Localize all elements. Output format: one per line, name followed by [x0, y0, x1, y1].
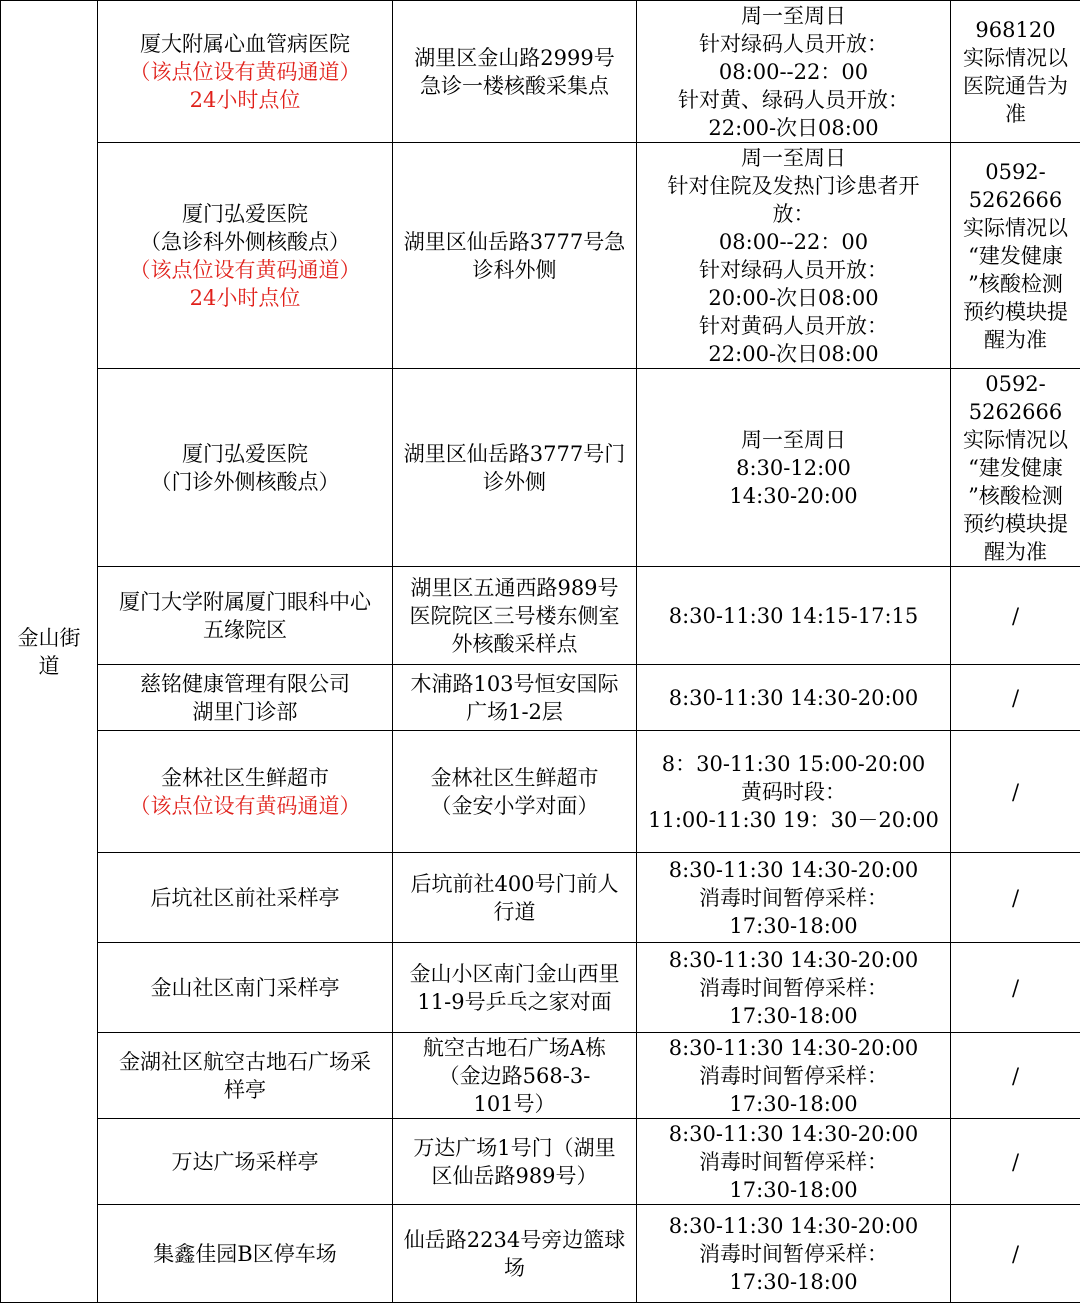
- site-address-line: 万达广场1号门（湖里: [413, 1135, 616, 1160]
- site-name-line: 厦门弘爱医院: [182, 201, 308, 226]
- opening-hours-line: 8:30-11:30 14:30-20:00: [668, 1213, 919, 1238]
- site-name-line: 慈铭健康管理有限公司: [140, 671, 350, 696]
- contact-info-cell: [951, 369, 1080, 567]
- opening-hours-line: 针对黄、绿码人员开放：: [678, 87, 909, 112]
- contact-info-line: /: [1011, 1149, 1020, 1174]
- table-body: [1, 1, 1080, 1303]
- site-address-line: 急诊一楼核酸采集点: [420, 73, 609, 98]
- opening-hours-cell: [637, 143, 951, 369]
- contact-info-cell: [951, 567, 1080, 665]
- site-address-line: 金山小区南门金山西里: [409, 961, 620, 986]
- site-name-cell: [98, 1205, 393, 1303]
- site-address-cell: [393, 1119, 637, 1205]
- site-address-line: 诊科外侧: [472, 257, 557, 282]
- site-address-line: 行道: [493, 899, 536, 924]
- site-address-line: 湖里区仙岳路3777号门: [403, 441, 626, 466]
- opening-hours-line: 针对黄码人员开放：: [699, 313, 888, 338]
- opening-hours-line: 针对绿码人员开放：: [699, 31, 888, 56]
- site-address-cell: [393, 143, 637, 369]
- contact-info-line: 预约模块提: [963, 511, 1068, 536]
- site-address-line: 木浦路103号恒安国际: [410, 671, 619, 696]
- site-name-line: 金林社区生鲜超市: [161, 765, 329, 790]
- contact-info-line: /: [1011, 603, 1020, 628]
- site-name-cell: [98, 1, 393, 143]
- opening-hours-line: 22:00-次日08:00: [708, 341, 879, 366]
- site-address-line: 广场1-2层: [466, 699, 563, 724]
- contact-info-cell: [951, 1205, 1080, 1303]
- contact-info-line: /: [1011, 885, 1020, 910]
- opening-hours-line: 20:00-次日08:00: [708, 285, 879, 310]
- district-line: 道: [38, 653, 60, 678]
- contact-info-cell: [951, 1033, 1080, 1119]
- site-name-line: 金山社区南门采样亭: [150, 975, 340, 1000]
- opening-hours-line: 22:00-次日08:00: [708, 115, 879, 140]
- opening-hours-line: 08:00--22：00: [718, 229, 869, 254]
- opening-hours-cell: [637, 1205, 951, 1303]
- site-name-line: 湖里门诊部: [192, 699, 298, 724]
- site-name-cell: [98, 665, 393, 731]
- site-address-line: 外核酸采样点: [451, 631, 578, 656]
- site-address-cell: [393, 369, 637, 567]
- opening-hours-cell: [637, 1033, 951, 1119]
- opening-hours-line: 黄码时段：: [741, 779, 846, 804]
- contact-info-cell: [951, 665, 1080, 731]
- site-address-line: 场: [504, 1255, 525, 1280]
- contact-info-line: /: [1011, 1241, 1020, 1266]
- opening-hours-line: 17:30-18:00: [729, 1091, 858, 1116]
- contact-info-line: 醒为准: [984, 539, 1047, 564]
- opening-hours-line: 14:30-20:00: [729, 483, 858, 508]
- table-row: [1, 143, 1080, 369]
- table-row: [1, 665, 1080, 731]
- site-name-line: 厦大附属心血管病医院: [140, 31, 350, 56]
- opening-hours-line: 消毒时间暂停采样：: [699, 975, 888, 1000]
- site-name-line: 24小时点位: [189, 285, 301, 310]
- opening-hours-line: 消毒时间暂停采样：: [699, 885, 888, 910]
- opening-hours-line: 17:30-18:00: [729, 1269, 858, 1294]
- opening-hours-line: 放：: [772, 201, 815, 226]
- contact-info-line: 0592-: [985, 371, 1046, 396]
- site-name-line: 24小时点位: [189, 87, 301, 112]
- site-name-cell: [98, 369, 393, 567]
- site-address-cell: [393, 1205, 637, 1303]
- contact-info-cell: [951, 853, 1080, 943]
- table-row: [1, 1, 1080, 143]
- site-address-line: （金安小学对面）: [430, 793, 599, 818]
- opening-hours-line: 08:00--22：00: [718, 59, 869, 84]
- contact-info-cell: [951, 1, 1080, 143]
- site-address-cell: [393, 853, 637, 943]
- contact-info-line: /: [1011, 779, 1020, 804]
- contact-info-line: 实际情况以: [963, 427, 1068, 452]
- table-row: [1, 731, 1080, 853]
- contact-info-cell: [951, 1119, 1080, 1205]
- opening-hours-line: 17:30-18:00: [729, 1003, 858, 1028]
- site-address-line: 航空古地石广场A栋: [422, 1035, 607, 1060]
- site-address-cell: [393, 1, 637, 143]
- opening-hours-line: 消毒时间暂停采样：: [699, 1063, 888, 1088]
- opening-hours-line: 消毒时间暂停采样：: [699, 1241, 888, 1266]
- opening-hours-line: 周一至周日: [741, 145, 846, 170]
- opening-hours-line: 8：30-11:30 15:00-20:00: [661, 751, 926, 776]
- site-name-cell: [98, 1119, 393, 1205]
- opening-hours-cell: [637, 369, 951, 567]
- site-name-line: （该点位设有黄码通道）: [129, 257, 361, 282]
- site-name-cell: [98, 143, 393, 369]
- site-name-line: 集鑫佳园B区停车场: [153, 1241, 337, 1266]
- site-address-cell: [393, 943, 637, 1033]
- contact-info-line: /: [1011, 685, 1020, 710]
- opening-hours-line: 针对绿码人员开放：: [699, 257, 888, 282]
- site-address-line: 101号）: [473, 1091, 556, 1116]
- contact-info-line: 968120: [975, 17, 1056, 42]
- opening-hours-cell: [637, 1119, 951, 1205]
- site-name-line: 金湖社区航空古地石广场采: [119, 1049, 371, 1074]
- site-name-line: 后坑社区前社采样亭: [150, 885, 340, 910]
- district-line: 金山街: [17, 625, 81, 650]
- site-address-line: 诊外侧: [483, 469, 546, 494]
- opening-hours-cell: [637, 567, 951, 665]
- site-address-cell: [393, 567, 637, 665]
- site-address-line: 湖里区仙岳路3777号急: [403, 229, 626, 254]
- site-address-cell: [393, 1033, 637, 1119]
- opening-hours-cell: [637, 853, 951, 943]
- opening-hours-line: 周一至周日: [741, 427, 846, 452]
- opening-hours-line: 周一至周日: [741, 3, 846, 28]
- site-address-line: 湖里区金山路2999号: [414, 45, 615, 70]
- site-name-cell: [98, 1033, 393, 1119]
- contact-info-line: “建发健康: [968, 243, 1063, 268]
- site-name-line: （该点位设有黄码通道）: [129, 793, 361, 818]
- contact-info-line: /: [1011, 975, 1020, 1000]
- table-row: [1, 943, 1080, 1033]
- site-address-line: （金边路568-3-: [438, 1063, 591, 1088]
- contact-info-line: ”核酸检测: [968, 271, 1063, 296]
- site-address-line: 仙岳路2234号旁边篮球: [403, 1227, 626, 1252]
- contact-info-line: ”核酸检测: [968, 483, 1063, 508]
- contact-info-line: 实际情况以: [963, 45, 1068, 70]
- table-row: [1, 1033, 1080, 1119]
- site-address-line: 医院院区三号楼东侧室: [409, 603, 620, 628]
- site-name-line: 厦门大学附属厦门眼科中心: [119, 589, 371, 614]
- site-name-cell: [98, 943, 393, 1033]
- contact-info-cell: [951, 143, 1080, 369]
- site-address-line: 区仙岳路989号）: [431, 1163, 598, 1188]
- contact-info-cell: [951, 943, 1080, 1033]
- contact-info-line: 准: [1005, 101, 1026, 126]
- table-row: [1, 853, 1080, 943]
- site-address-line: 湖里区五通西路989号: [410, 575, 619, 600]
- site-name-line: 五缘院区: [203, 617, 287, 642]
- site-name-cell: [98, 731, 393, 853]
- contact-info-line: 预约模块提: [963, 299, 1068, 324]
- table-row: [1, 567, 1080, 665]
- opening-hours-line: 8:30-11:30 14:30-20:00: [668, 1035, 919, 1060]
- table-row: [1, 1119, 1080, 1205]
- opening-hours-line: 8:30-11:30 14:30-20:00: [668, 1121, 919, 1146]
- contact-info-line: 医院通告为: [963, 73, 1068, 98]
- site-address-cell: [393, 731, 637, 853]
- table-row: [1, 369, 1080, 567]
- contact-info-line: “建发健康: [968, 455, 1063, 480]
- site-name-cell: [98, 567, 393, 665]
- site-address-cell: [393, 665, 637, 731]
- opening-hours-line: 17:30-18:00: [729, 1177, 858, 1202]
- site-name-cell: [98, 853, 393, 943]
- contact-info-line: 5262666: [968, 399, 1063, 424]
- site-name-line: 万达广场采样亭: [171, 1149, 319, 1174]
- contact-info-line: 0592-: [985, 159, 1046, 184]
- opening-hours-line: 11:00-11:30 19：30－20:00: [648, 807, 939, 832]
- site-name-line: 样亭: [224, 1077, 266, 1102]
- site-name-line: （门诊外侧核酸点）: [150, 469, 340, 494]
- contact-info-line: 5262666: [968, 187, 1063, 212]
- site-name-line: （该点位设有黄码通道）: [129, 59, 361, 84]
- opening-hours-cell: [637, 731, 951, 853]
- opening-hours-line: 8:30-11:30 14:15-17:15: [668, 603, 919, 628]
- opening-hours-cell: [637, 665, 951, 731]
- site-name-line: 厦门弘爱医院: [182, 441, 308, 466]
- opening-hours-line: 消毒时间暂停采样：: [699, 1149, 888, 1174]
- opening-hours-line: 针对住院及发热门诊患者开: [667, 173, 920, 198]
- site-address-line: 11-9号乒乓之家对面: [417, 989, 612, 1014]
- table-row: [1, 1205, 1080, 1303]
- contact-info-cell: [951, 731, 1080, 853]
- district-cell: [1, 1, 98, 1303]
- opening-hours-line: 8:30-12:00: [736, 455, 851, 480]
- opening-hours-line: 8:30-11:30 14:30-20:00: [668, 947, 919, 972]
- contact-info-line: 实际情况以: [963, 215, 1068, 240]
- opening-hours-cell: [637, 943, 951, 1033]
- site-address-line: 金林社区生鲜超市: [430, 765, 599, 790]
- contact-info-line: 醒为准: [984, 327, 1047, 352]
- opening-hours-line: 8:30-11:30 14:30-20:00: [668, 857, 919, 882]
- contact-info-line: /: [1011, 1063, 1020, 1088]
- opening-hours-line: 8:30-11:30 14:30-20:00: [668, 685, 919, 710]
- site-address-line: 后坑前社400号门前人: [410, 871, 619, 896]
- opening-hours-line: 17:30-18:00: [729, 913, 858, 938]
- site-name-line: （急诊科外侧核酸点）: [140, 229, 350, 254]
- opening-hours-cell: [637, 1, 951, 143]
